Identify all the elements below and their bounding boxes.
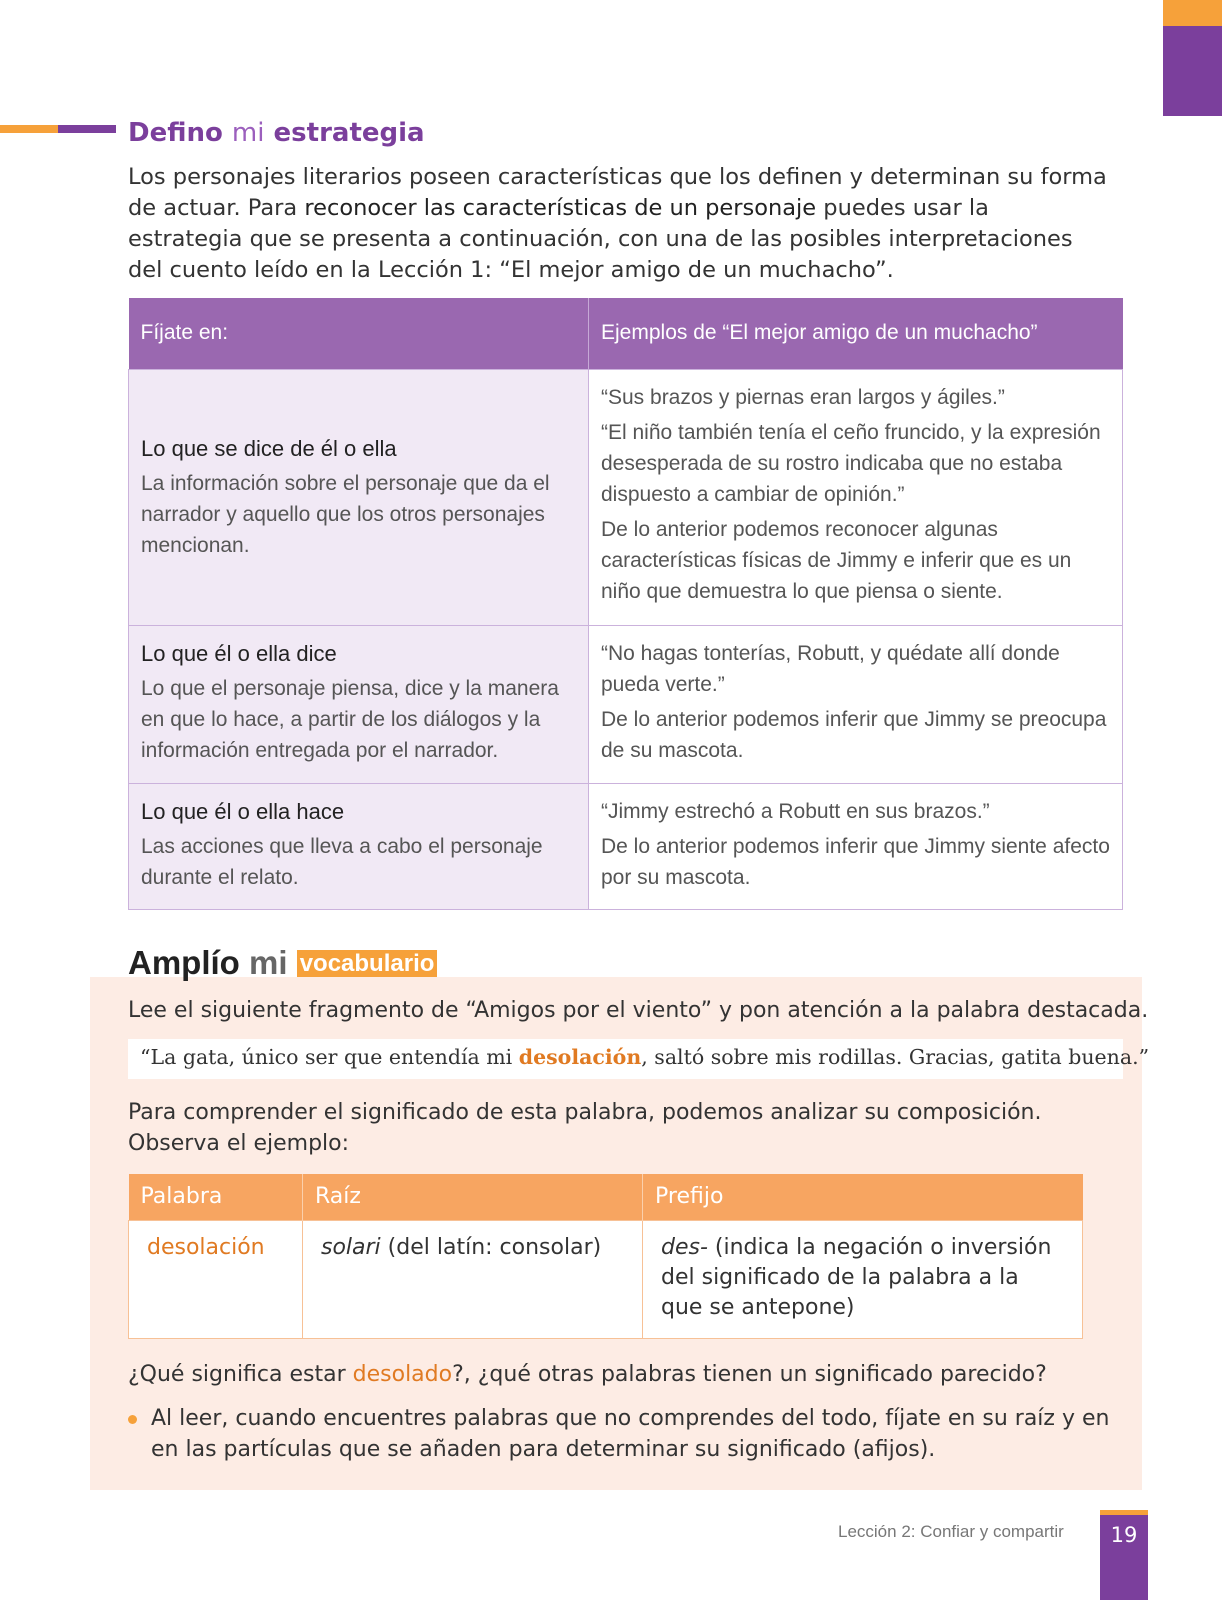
table-row xyxy=(129,625,1123,783)
footer-lesson-title: Lección 2: Confiar y compartir xyxy=(838,1522,1064,1541)
aspect-cell xyxy=(129,625,589,783)
intro-paragraph xyxy=(128,162,1108,286)
intro-text-end: puedes usar la estrategia que se presenta a continuación, con una de las posibles interpretaciones del cuento leído en la Lección 1: “El mejor amigo de un muchacho”. xyxy=(128,195,1073,283)
title-word-defino: Defino xyxy=(128,118,223,148)
aspect-description: Lo que el personaje piensa, dice y la manera en que lo hace, a partir de los diálogos y la información entregada por el narrador. xyxy=(141,676,559,762)
examples-cell xyxy=(589,369,1123,625)
example-quote: “Sus brazos y piernas eran largos y ágiles.” xyxy=(601,385,1005,409)
heading-bar-purple xyxy=(58,125,116,133)
prefix-cell xyxy=(643,1220,1083,1338)
example-inference: De lo anterior podemos reconocer algunas características físicas de Jimmy e inferir que es un niño que demuestra lo que piensa o siente. xyxy=(601,517,1072,603)
example-quote: “El niño también tenía el ceño fruncido, y la expresión desesperada de su rostro indicaba que no estaba dispuesto a cambiar de opinión.” xyxy=(601,420,1101,506)
aspect-description: La información sobre el personaje que da el narrador y aquello que los otros personajes mencionan. xyxy=(141,472,550,557)
quote-text-start: “La gata, único ser que entendía mi xyxy=(140,1045,519,1069)
examples-cell xyxy=(589,625,1123,783)
root-cell xyxy=(303,1220,643,1338)
aspect-cell xyxy=(129,369,589,625)
aspect-title: Lo que él o ella dice xyxy=(141,640,337,666)
intro-highlight: reconocer las características de un personaje xyxy=(304,195,817,221)
example-quote: “Jimmy estrechó a Robutt en sus brazos.” xyxy=(601,799,990,823)
example-inference: De lo anterior podemos inferir que Jimmy se preocupa de su mascota. xyxy=(601,707,1107,762)
table-row xyxy=(129,369,1123,625)
word-analysis-table xyxy=(128,1174,1083,1339)
question-text-end: ?, ¿qué otras palabras tienen un significado parecido? xyxy=(452,1362,1047,1387)
word-cell: desolación xyxy=(129,1220,303,1338)
section-title-estrategia xyxy=(128,118,425,148)
corner-tab-orange xyxy=(1163,0,1222,26)
aspect-title: Lo que él o ella hace xyxy=(141,798,345,824)
aspect-title: Lo que se dice de él o ella xyxy=(141,436,397,461)
prefix-form: des- xyxy=(661,1234,708,1260)
title-word-amplio: Amplío xyxy=(128,944,240,981)
highlighted-word: desolado xyxy=(352,1362,453,1387)
corner-tab-purple xyxy=(1163,26,1222,116)
header-fijate: Fíjate en: xyxy=(129,298,589,369)
header-ejemplos: Ejemplos de “El mejor amigo de un muchacho” xyxy=(589,298,1123,369)
root-meaning: (del latín: consolar) xyxy=(380,1234,602,1260)
word-table-header xyxy=(129,1174,1083,1220)
tip-bullet: Al leer, cuando encuentres palabras que no comprendes del todo, fíjate en su raíz y en en las partículas que se añaden para determinar su significado (afijos). xyxy=(151,1406,1110,1462)
root-latin: solari xyxy=(321,1234,381,1260)
page-number: 19 xyxy=(1110,1523,1138,1547)
prefix-meaning: (indica la negación o inversión del significado de la palabra a la que se antepone) xyxy=(661,1234,1052,1320)
quote-text-end: , saltó sobre mis rodillas. Gracias, gatita buena.” xyxy=(641,1045,1150,1069)
fragment-quote xyxy=(128,1039,1150,1079)
bullet-icon xyxy=(128,1415,137,1424)
question-text-start: ¿Qué significa estar xyxy=(128,1362,353,1387)
header-raiz: Raíz xyxy=(303,1174,643,1220)
title-word-mi: mi xyxy=(249,944,288,981)
example-quote: “No hagas tonterías, Robutt, y quédate allí donde pueda verte.” xyxy=(601,641,1060,696)
title-word-mi: mi xyxy=(231,118,265,148)
heading-bar-orange xyxy=(0,125,58,133)
example-inference: De lo anterior podemos inferir que Jimmy siente afecto por su mascota. xyxy=(601,834,1110,889)
table-row xyxy=(129,1220,1083,1338)
analysis-paragraph: Para comprender el significado de esta palabra, podemos analizar su composición. Observa el ejemplo: xyxy=(128,1100,1042,1156)
page-number-tab xyxy=(1100,1510,1148,1600)
vocabulario-badge: vocabulario xyxy=(297,950,438,977)
section-title-vocabulario xyxy=(128,944,437,982)
intro-text-start: Los personajes literarios poseen características que los definen y determinan su forma de actuar. Para xyxy=(128,164,1107,221)
header-prefijo: Prefijo xyxy=(643,1174,1083,1220)
title-word-estrategia: estrategia xyxy=(273,118,425,148)
header-palabra: Palabra xyxy=(129,1174,303,1220)
strategy-table xyxy=(128,298,1123,910)
examples-cell xyxy=(589,783,1123,909)
vocabulary-instruction: Lee el siguiente fragmento de “Amigos por el viento” y pon atención a la palabra destacada. xyxy=(128,998,1149,1023)
table-row xyxy=(129,783,1123,909)
aspect-description: Las acciones que lleva a cabo el personaje durante el relato. xyxy=(141,834,543,889)
vocabulary-question xyxy=(128,1362,1047,1387)
aspect-cell xyxy=(129,783,589,909)
strategy-table-header xyxy=(129,298,1123,369)
highlighted-word: desolación xyxy=(518,1045,642,1069)
